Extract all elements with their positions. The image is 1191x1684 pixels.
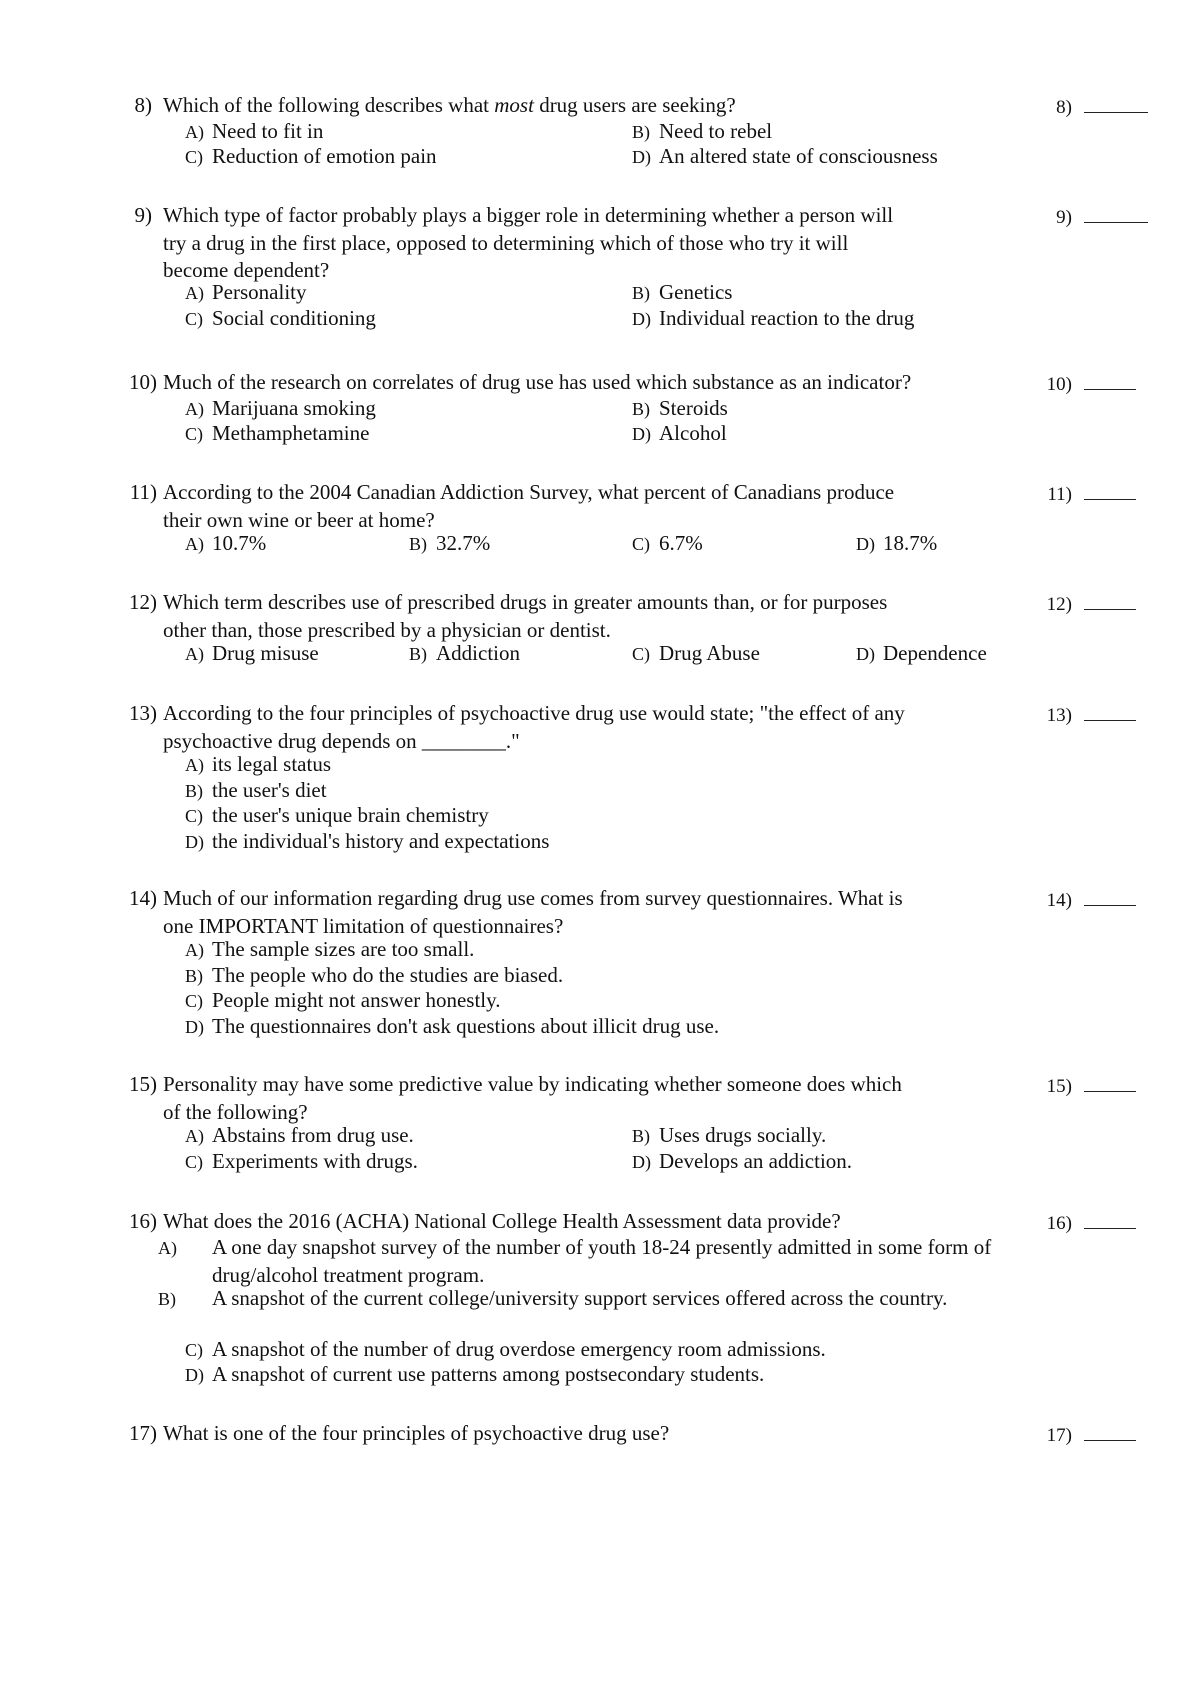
answer-line[interactable]: [1084, 1420, 1136, 1441]
question-stem: Which of the following describes what most drug users are seeking?: [163, 93, 736, 117]
option-a: A) Personality: [185, 280, 307, 304]
option-a: A) Marijuana smoking: [185, 395, 376, 420]
question-stem: What does the 2016 (ACHA) National College Health Assessment data provide?: [163, 1209, 841, 1233]
option-c: C) Social conditioning: [185, 305, 376, 330]
answer-line[interactable]: [1084, 1071, 1136, 1092]
answer-blank[interactable]: 17): [1040, 1420, 1136, 1450]
option-d: D) An altered state of consciousness: [632, 144, 938, 168]
question-stem: Much of our information regarding drug use comes from survey questionnaires. What is one IMPORTANT limitation of questionnaires?: [163, 886, 903, 938]
answer-blank[interactable]: 15): [1040, 1071, 1136, 1101]
option-d: D) the individual's history and expectations: [185, 828, 550, 853]
answer-line[interactable]: [1084, 92, 1148, 113]
option-b: B) The people who do the studies are biased.: [185, 962, 564, 987]
option-c: C) Reduction of emotion pain: [185, 144, 437, 168]
question-number: 14): [129, 886, 157, 910]
answer-blank[interactable]: 10): [1040, 369, 1136, 399]
answer-blank[interactable]: 11): [1040, 479, 1136, 509]
question-number: 13): [129, 701, 157, 725]
option-c: C) Drug Abuse: [632, 641, 760, 665]
question-stem: What is one of the four principles of psychoactive drug use?: [163, 1421, 670, 1445]
question-number: 11): [129, 480, 157, 504]
answer-blank[interactable]: 16): [1040, 1208, 1136, 1238]
answer-blank[interactable]: 8): [1040, 92, 1148, 122]
option-b: B) the user's diet: [185, 777, 327, 802]
question-number: 17): [129, 1421, 157, 1445]
question-stem: Which term describes use of prescribed drugs in greater amounts than, or for purposes other than, those prescribed by a physician or dentist.: [163, 590, 888, 642]
option-a: A) its legal status: [185, 752, 331, 776]
option-b: B) Steroids: [632, 395, 728, 420]
option-b: B) Need to rebel: [632, 118, 773, 143]
question-number: 16): [129, 1209, 157, 1233]
option-a: A) 10.7%: [185, 531, 267, 555]
option-d: D) 18.7%: [856, 531, 938, 555]
answer-blank[interactable]: 14): [1040, 885, 1136, 915]
question-number: 15): [129, 1072, 157, 1096]
option-c: C) People might not answer honestly.: [185, 988, 501, 1012]
question-stem: Much of the research on correlates of drug use has used which substance as an indicator?: [163, 370, 912, 394]
option-d: D) Develops an addiction.: [632, 1148, 853, 1173]
answer-line[interactable]: [1084, 202, 1148, 223]
question-number: 9): [134, 203, 152, 227]
option-c: C) Experiments with drugs.: [185, 1148, 418, 1173]
answer-line[interactable]: [1084, 479, 1136, 500]
answer-blank[interactable]: 12): [1040, 589, 1136, 619]
option-d: D) Individual reaction to the drug: [632, 305, 915, 330]
question-stem: Personality may have some predictive value by indicating whether someone does which of the following?: [163, 1072, 902, 1124]
option-d: D) A snapshot of current use patterns among postsecondary students.: [185, 1362, 765, 1386]
question-stem: Which type of factor probably plays a bigger role in determining whether a person will try a drug in the first place, opposed to determining which of those who try it will become dependent?: [163, 203, 894, 282]
option-a: A) A one day snapshot survey of the number of youth 18-24 presently admitted in some form of drug/alcohol treatment program.: [158, 1234, 992, 1287]
option-a: A) The sample sizes are too small.: [185, 937, 475, 961]
option-b: B) Addiction: [409, 641, 520, 665]
option-c: C) the user's unique brain chemistry: [185, 803, 489, 827]
option-b: B) A snapshot of the current college/university support services offered across the country.: [158, 1285, 948, 1310]
answer-line[interactable]: [1084, 700, 1136, 721]
option-d: D) Alcohol: [632, 421, 727, 445]
answer-blank[interactable]: 13): [1040, 700, 1136, 730]
option-a: A) Need to fit in: [185, 118, 324, 143]
question-number: 12): [129, 590, 157, 614]
option-b: B) Uses drugs socially.: [632, 1123, 827, 1147]
option-c: C) A snapshot of the number of drug overdose emergency room admissions.: [185, 1336, 826, 1361]
question-number: 10): [129, 370, 157, 394]
option-d: D) Dependence: [856, 641, 987, 665]
question-stem: According to the four principles of psychoactive drug use would state; "the effect of any psychoactive drug depends on ________.": [163, 701, 905, 753]
option-a: A) Drug misuse: [185, 641, 319, 665]
option-d: D) The questionnaires don't ask questions about illicit drug use.: [185, 1013, 720, 1038]
answer-line[interactable]: [1084, 885, 1136, 906]
option-b: B) 32.7%: [409, 531, 491, 555]
option-c: C) Methamphetamine: [185, 421, 370, 445]
answer-line[interactable]: [1084, 1208, 1136, 1229]
question-stem: According to the 2004 Canadian Addiction Survey, what percent of Canadians produce their own wine or beer at home?: [163, 480, 895, 532]
answer-line[interactable]: [1084, 589, 1136, 610]
option-c: C) 6.7%: [632, 531, 703, 555]
question-number: 8): [134, 93, 152, 117]
answer-blank[interactable]: 9): [1040, 202, 1148, 232]
answer-line[interactable]: [1084, 369, 1136, 390]
option-a: A) Abstains from drug use.: [185, 1123, 414, 1147]
option-b: B) Genetics: [632, 280, 733, 304]
